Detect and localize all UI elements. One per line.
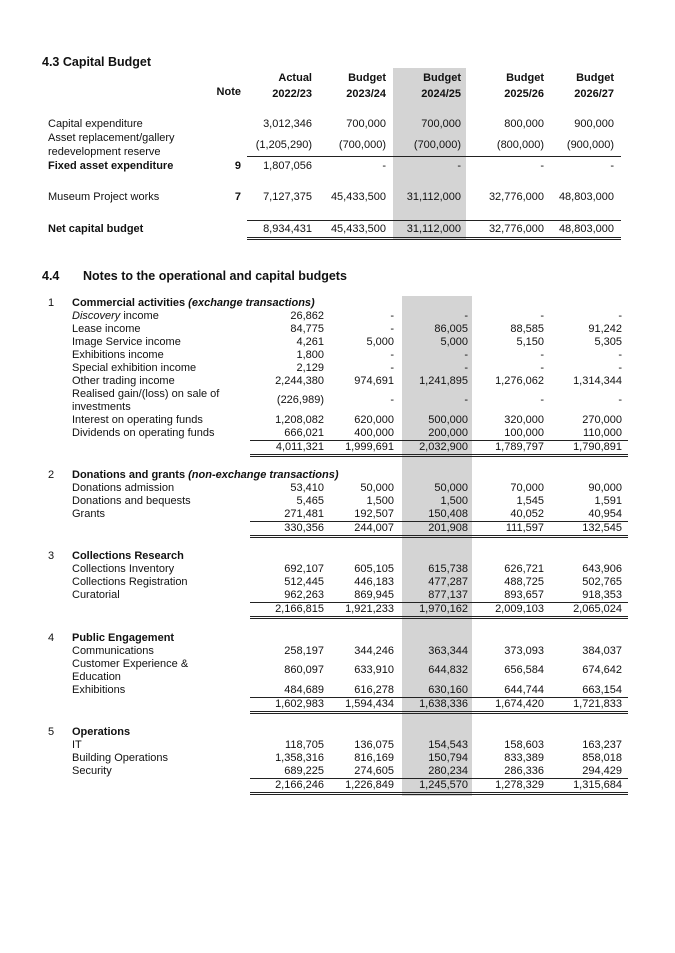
double-rule-line (250, 618, 628, 619)
cell-value: 5,000 (440, 336, 468, 348)
cell-value: 500,000 (428, 414, 468, 426)
row-label: Building Operations (72, 752, 169, 764)
cell-value: (700,000) (413, 139, 461, 151)
total-value: 201,908 (428, 522, 468, 534)
group-number: 5 (48, 726, 55, 738)
cell-value: 689,225 (284, 765, 324, 777)
total-value: 2,065,024 (573, 603, 622, 615)
cell-value: 7,127,375 (263, 191, 312, 203)
cell-value: (226,989) (276, 394, 324, 406)
cell-value: - (618, 394, 622, 406)
cell-value: 484,689 (284, 684, 324, 696)
cell-value: 270,000 (582, 414, 622, 426)
cell-value: 644,744 (504, 684, 544, 696)
cell-value: 633,910 (354, 664, 394, 676)
cell-value: 900,000 (574, 118, 614, 130)
total-value: 1,970,162 (419, 603, 468, 615)
cell-value: 280,234 (428, 765, 468, 777)
row-label-italic: Discovery (72, 310, 121, 322)
row-label: Grants (72, 508, 106, 520)
cell-value: 858,018 (582, 752, 622, 764)
cell-value: 626,721 (504, 563, 544, 575)
cell-value: 1,500 (366, 495, 394, 507)
double-rule-line (250, 616, 628, 617)
row-label-line2: investments (72, 401, 131, 413)
cell-value: - (540, 394, 544, 406)
cell-value: - (390, 362, 394, 374)
row-label: IT (72, 739, 82, 751)
cell-value: 384,037 (582, 645, 622, 657)
cell-value: 150,408 (428, 508, 468, 520)
double-rule-line (250, 537, 628, 538)
total-value: 1,721,833 (573, 698, 622, 710)
cell-value: 5,000 (366, 336, 394, 348)
cell-value: 320,000 (504, 414, 544, 426)
cell-value: 40,954 (588, 508, 622, 520)
group-heading (72, 550, 184, 562)
cell-value: 2,129 (296, 362, 324, 374)
row-label: Security (72, 765, 112, 777)
note-row (0, 323, 675, 336)
cell-value: 2,244,380 (275, 375, 324, 387)
cell-value: 31,112,000 (406, 191, 461, 203)
cell-value: 91,242 (588, 323, 622, 335)
group-number: 4 (48, 632, 55, 644)
group-number: 3 (48, 550, 55, 562)
row-label-line2: Education (72, 671, 121, 683)
note-header: Note (216, 86, 241, 98)
cell-value: 488,725 (504, 576, 544, 588)
notes-section-number: 4.4 (42, 269, 60, 283)
total-value: 1,790,891 (573, 441, 622, 453)
total-value: 111,597 (505, 522, 544, 534)
cell-value: 616,278 (354, 684, 394, 696)
note-row (0, 482, 675, 495)
cell-value: 40,052 (510, 508, 544, 520)
cell-value: 1,358,316 (275, 752, 324, 764)
cell-value: 674,642 (582, 664, 622, 676)
cell-value: 918,353 (582, 589, 622, 601)
cell-value: 31,112,000 (406, 223, 461, 235)
row-label: Donations and bequests (72, 495, 191, 507)
cell-value: 502,765 (582, 576, 622, 588)
total-value: 1,602,983 (275, 698, 324, 710)
cell-value: 1,500 (440, 495, 468, 507)
cell-value: 860,097 (284, 664, 324, 676)
total-value: 244,007 (354, 522, 394, 534)
double-rule-line (250, 535, 628, 536)
double-rule-line (250, 456, 628, 457)
cell-value: 90,000 (588, 482, 622, 494)
total-value: 1,594,434 (345, 698, 394, 710)
cell-value: - (457, 160, 461, 172)
total-value: 1,226,849 (345, 779, 394, 791)
cell-value: - (382, 160, 386, 172)
note-row (0, 658, 675, 684)
note-ref: 9 (234, 160, 241, 172)
note-row (0, 589, 675, 602)
capital-budget-header (0, 70, 675, 102)
double-rule-line (250, 713, 628, 714)
total-row (0, 441, 675, 454)
row-label: Image Service income (72, 336, 181, 348)
cell-value: 630,160 (428, 684, 468, 696)
cell-value: 1,800 (296, 349, 324, 361)
cell-value: 286,336 (504, 765, 544, 777)
cell-value: 962,263 (284, 589, 324, 601)
cell-value: 477,287 (428, 576, 468, 588)
cell-value: 200,000 (428, 427, 468, 439)
total-value: 330,356 (284, 522, 324, 534)
cell-value: - (540, 160, 544, 172)
row-label: Donations admission (72, 482, 175, 494)
total-value: 4,011,321 (275, 441, 324, 453)
cell-value: 4,261 (296, 336, 324, 348)
total-value: 2,166,815 (275, 603, 324, 615)
total-value: 2,032,900 (419, 441, 468, 453)
cell-value: 294,429 (582, 765, 622, 777)
note-row (0, 427, 675, 440)
cell-value: - (610, 160, 614, 172)
cell-value: - (618, 362, 622, 374)
rule-line (247, 220, 621, 221)
group-heading-text: Collections Research (72, 550, 184, 562)
cell-value: 1,208,082 (275, 414, 324, 426)
note-row (0, 388, 675, 414)
cell-value: 45,433,500 (330, 223, 386, 235)
note-row (0, 362, 675, 375)
row-label: Asset replacement/gallery (48, 132, 175, 144)
group-number: 1 (48, 297, 55, 309)
cell-value: 5,305 (594, 336, 622, 348)
cell-value: 50,000 (434, 482, 468, 494)
cell-value: 1,591 (594, 495, 622, 507)
cell-value: 869,945 (354, 589, 394, 601)
cell-value: 32,776,000 (488, 191, 544, 203)
group-heading-italic: (non-exchange transactions) (188, 469, 339, 481)
cell-value: 154,543 (428, 739, 468, 751)
group-heading-italic: (exchange transactions) (188, 297, 315, 309)
capital-budget-title: 4.3 Capital Budget (42, 55, 152, 69)
note-row (0, 310, 675, 323)
cell-value: 816,169 (354, 752, 394, 764)
cell-value: - (390, 349, 394, 361)
total-value: 1,789,797 (495, 441, 544, 453)
cell-value: 666,021 (284, 427, 324, 439)
group-heading (72, 632, 174, 644)
cell-value: 45,433,500 (330, 191, 386, 203)
row-label: Net capital budget (48, 223, 144, 235)
cell-value: 3,012,346 (263, 118, 312, 130)
cell-value: 1,545 (516, 495, 544, 507)
row-label (72, 310, 159, 323)
cell-value: 53,410 (290, 482, 324, 494)
cell-value: 363,344 (428, 645, 468, 657)
cell-value: 344,246 (354, 645, 394, 657)
col-header-actual-2022-23: Actual 2022/23 (272, 72, 312, 100)
cell-value: - (540, 362, 544, 374)
note-row (0, 375, 675, 388)
cell-value: 700,000 (421, 118, 461, 130)
cell-value: - (618, 349, 622, 361)
total-value: 1,999,691 (345, 441, 394, 453)
cell-value: 50,000 (360, 482, 394, 494)
cell-value: 192,507 (354, 508, 394, 520)
row-label: Collections Registration (72, 576, 188, 588)
total-row (0, 522, 675, 535)
double-rule-line (250, 794, 628, 795)
cell-value: 88,585 (510, 323, 544, 335)
row-label: Fixed asset expenditure (48, 160, 174, 172)
double-rule-line (247, 237, 621, 238)
cell-value: 1,276,062 (495, 375, 544, 387)
rule-line (247, 156, 621, 157)
note-row (0, 752, 675, 765)
row-label: Communications (72, 645, 154, 657)
note-row (0, 414, 675, 427)
cell-value: 692,107 (284, 563, 324, 575)
total-value: 2,166,246 (275, 779, 324, 791)
row-label: Museum Project works (48, 191, 160, 203)
col-header-budget-2024-25: Budget 2024/25 (421, 72, 461, 100)
cell-value: 5,150 (516, 336, 544, 348)
cell-value: 974,691 (354, 375, 394, 387)
notes-section-title: Notes to the operational and capital budgets (83, 269, 347, 283)
col-header-budget-2026-27: Budget 2026/27 (574, 72, 614, 100)
cell-value: 400,000 (354, 427, 394, 439)
cell-value: 48,803,000 (558, 223, 614, 235)
total-row (0, 698, 675, 711)
cell-value: 158,603 (504, 739, 544, 751)
cell-value: 893,657 (504, 589, 544, 601)
row-label-rest: income (120, 310, 159, 322)
row-label: Dividends on operating funds (72, 427, 215, 439)
cell-value: 86,005 (434, 323, 468, 335)
cell-value: - (464, 362, 468, 374)
cell-value: (900,000) (566, 139, 614, 151)
cell-value: 150,794 (428, 752, 468, 764)
cell-value: 615,738 (428, 563, 468, 575)
cell-value: 5,465 (296, 495, 324, 507)
cell-value: 118,705 (285, 739, 324, 751)
total-value: 1,245,570 (419, 779, 468, 791)
cell-value: 663,154 (582, 684, 622, 696)
cell-value: - (464, 310, 468, 322)
group-heading-text: Commercial activities (72, 297, 189, 309)
cell-value: 1,807,056 (263, 160, 312, 172)
row-label: Special exhibition income (72, 362, 197, 374)
total-value: 1,278,329 (495, 779, 544, 791)
row-label: Customer Experience & (72, 658, 189, 670)
row-label: Lease income (72, 323, 141, 335)
cell-value: (700,000) (338, 139, 386, 151)
cell-value: 656,584 (504, 664, 544, 676)
row-label-line2: redevelopment reserve (48, 146, 161, 158)
cell-value: - (540, 349, 544, 361)
cell-value: 110,000 (583, 427, 622, 439)
col-header-budget-2023-24: Budget 2023/24 (346, 72, 386, 100)
note-row (0, 336, 675, 349)
cell-value: 620,000 (354, 414, 394, 426)
group-heading (72, 726, 130, 738)
group-heading-text: Operations (72, 726, 131, 738)
note-row (0, 684, 675, 697)
cell-value: 84,775 (290, 323, 324, 335)
cell-value: 26,862 (290, 310, 324, 322)
cell-value: 373,093 (504, 645, 544, 657)
cell-value: 274,605 (354, 765, 394, 777)
total-value: 1,315,684 (573, 779, 622, 791)
row-label: Exhibitions income (72, 349, 164, 361)
cell-value: 70,000 (510, 482, 544, 494)
cell-value: - (540, 310, 544, 322)
total-value: 132,545 (582, 522, 622, 534)
cell-value: 512,445 (284, 576, 324, 588)
cell-value: 1,241,895 (419, 375, 468, 387)
row-label: Curatorial (72, 589, 120, 601)
note-row (0, 495, 675, 508)
cell-value: 605,105 (354, 563, 394, 575)
cell-value: 32,776,000 (488, 223, 544, 235)
note-row (0, 576, 675, 589)
row-label: Realised gain/(loss) on sale of (72, 388, 220, 400)
cell-value: (800,000) (496, 139, 544, 151)
group-heading (72, 469, 338, 481)
total-value: 1,674,420 (495, 698, 544, 710)
total-value: 1,921,233 (345, 603, 394, 615)
row-label: Exhibitions (72, 684, 126, 696)
cell-value: - (390, 310, 394, 322)
cell-value: 48,803,000 (558, 191, 614, 203)
note-row (0, 765, 675, 778)
cell-value: - (464, 349, 468, 361)
cell-value: 800,000 (504, 118, 544, 130)
row-label: Collections Inventory (72, 563, 175, 575)
cell-value: - (390, 323, 394, 335)
cell-value: - (464, 394, 468, 406)
note-row (0, 508, 675, 521)
cell-value: 258,197 (284, 645, 324, 657)
double-rule-line (250, 454, 628, 455)
note-ref: 7 (234, 191, 241, 203)
row-label: Interest on operating funds (72, 414, 203, 426)
cell-value: 8,934,431 (263, 223, 312, 235)
cell-value: - (390, 394, 394, 406)
group-heading-text: Public Engagement (72, 632, 175, 644)
note-row (0, 739, 675, 752)
cell-value: 833,389 (504, 752, 544, 764)
total-value: 1,638,336 (419, 698, 468, 710)
row-label: Other trading income (72, 375, 175, 387)
double-rule-line (247, 239, 621, 240)
cell-value: 100,000 (504, 427, 544, 439)
cell-value: 644,832 (428, 664, 468, 676)
group-heading (72, 297, 315, 309)
double-rule-line (250, 792, 628, 793)
note-row (0, 349, 675, 362)
cell-value: (1,205,290) (255, 139, 312, 151)
double-rule-line (250, 711, 628, 712)
total-row (0, 779, 675, 792)
total-row (0, 603, 675, 616)
cell-value: 1,314,344 (573, 375, 622, 387)
cell-value: 700,000 (346, 118, 386, 130)
group-number: 2 (48, 469, 55, 481)
cell-value: 877,137 (428, 589, 468, 601)
total-value: 2,009,103 (495, 603, 544, 615)
note-row (0, 645, 675, 658)
cell-value: - (618, 310, 622, 322)
note-row (0, 563, 675, 576)
row-label: Capital expenditure (48, 118, 143, 130)
cell-value: 163,237 (582, 739, 622, 751)
cell-value: 136,075 (354, 739, 394, 751)
cell-value: 643,906 (582, 563, 622, 575)
cell-value: 446,183 (354, 576, 394, 588)
group-heading-text: Donations and grants (72, 469, 189, 481)
col-header-budget-2025-26: Budget 2025/26 (504, 72, 544, 100)
cell-value: 271,481 (284, 508, 324, 520)
